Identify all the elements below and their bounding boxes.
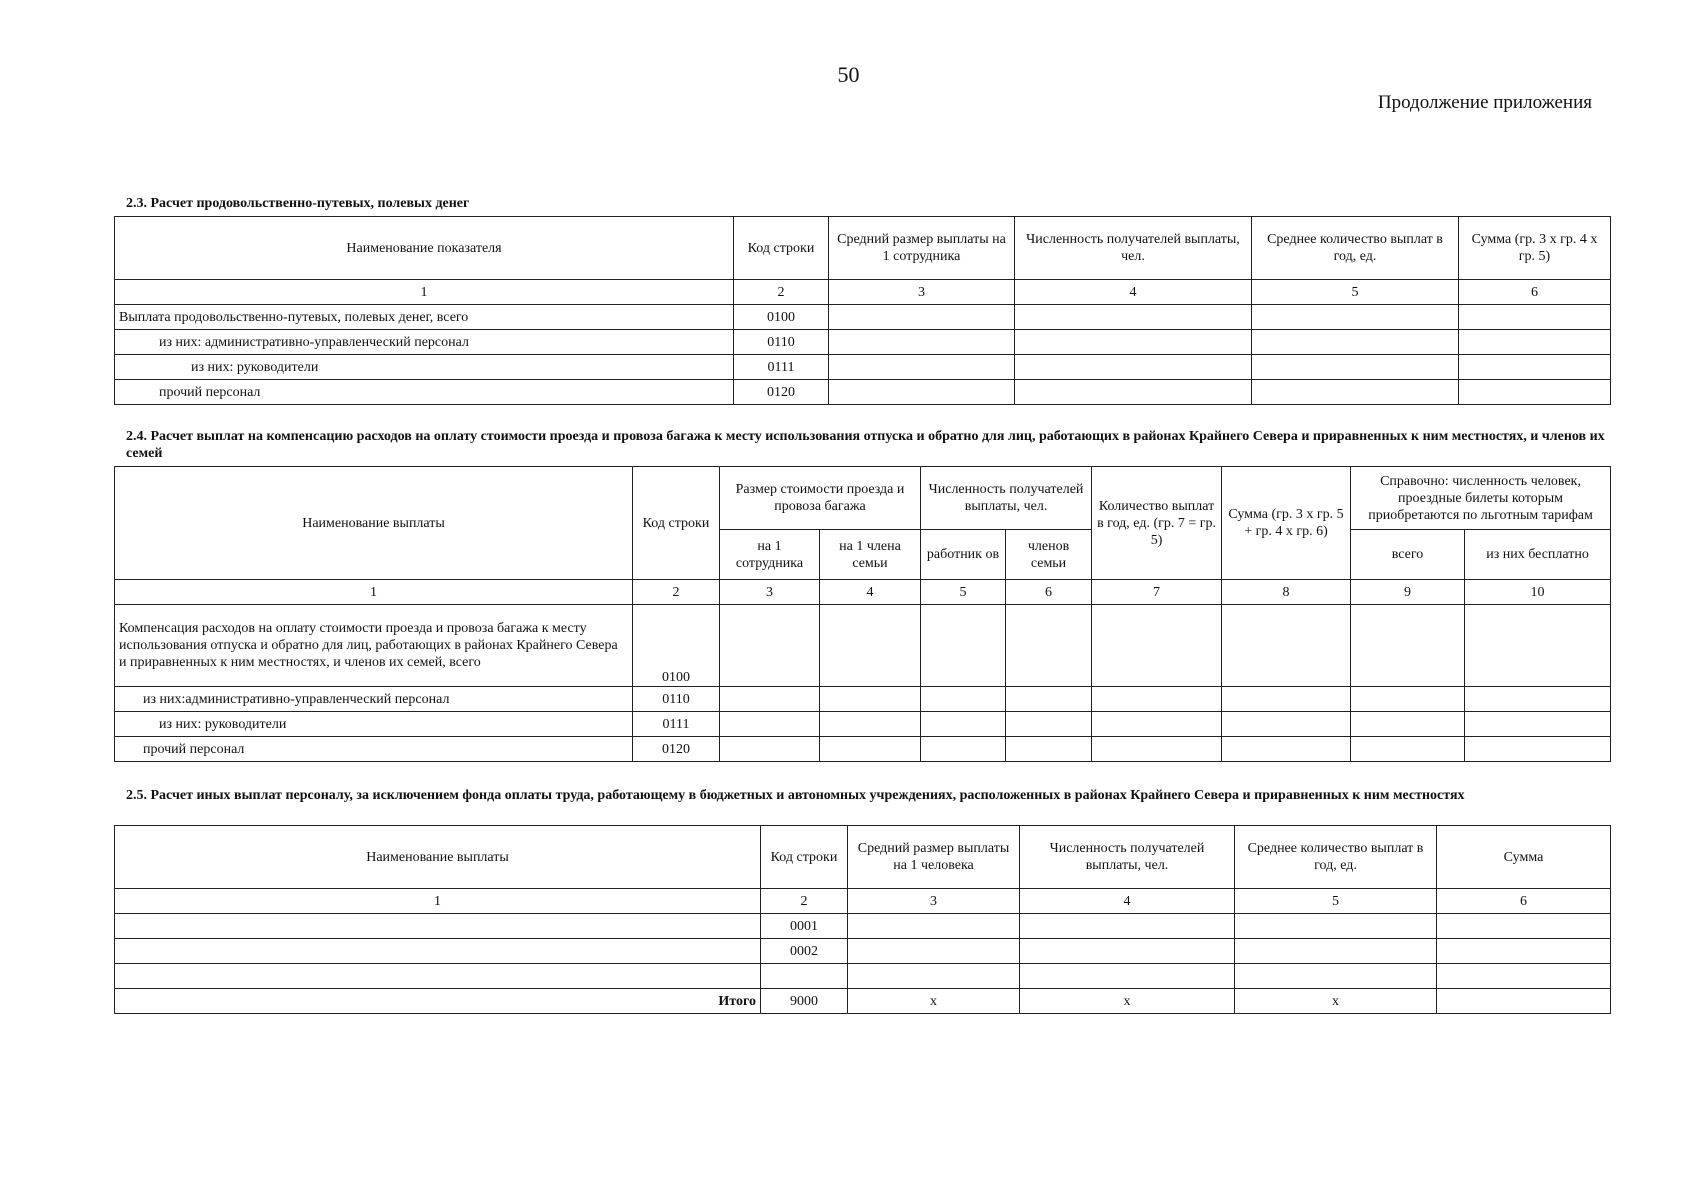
row-code: 0001: [761, 914, 848, 939]
input-cell[interactable]: [1020, 964, 1235, 989]
input-cell[interactable]: [1465, 712, 1611, 737]
column-number-row: [115, 889, 1611, 914]
input-cell[interactable]: [848, 914, 1020, 939]
input-cell[interactable]: [720, 605, 820, 687]
input-cell[interactable]: [1015, 330, 1252, 355]
input-cell[interactable]: [720, 737, 820, 762]
input-cell[interactable]: [1351, 737, 1465, 762]
table-row: [115, 914, 1611, 939]
section-2-5-title: 2.5. Расчет иных выплат персоналу, за исключением фонда оплаты труда, работающему в бюджетных и автономных учреждениях, расположенных в районах Крайнего Севера и приравненных к ним местностях: [126, 788, 1465, 803]
table-row: [115, 330, 1611, 355]
input-cell[interactable]: [1222, 605, 1351, 687]
col-header: Сумма: [1437, 826, 1611, 889]
table-row: [115, 939, 1611, 964]
table-row: [115, 305, 1611, 330]
input-cell[interactable]: [921, 687, 1006, 712]
total-label: Итого: [115, 989, 761, 1014]
table-2-4: [114, 466, 1611, 762]
col-number: 6: [1437, 889, 1611, 914]
col-subheader: членов семьи: [1006, 530, 1092, 580]
input-cell[interactable]: [115, 914, 761, 939]
input-cell[interactable]: [1020, 914, 1235, 939]
table-row: [115, 964, 1611, 989]
input-cell[interactable]: [1092, 605, 1222, 687]
col-header: Количество выплат в год, ед. (гр. 7 = гр. 5): [1092, 467, 1222, 580]
input-cell[interactable]: [1092, 737, 1222, 762]
input-cell[interactable]: [921, 605, 1006, 687]
header-row: [115, 467, 1611, 530]
input-cell[interactable]: [1465, 687, 1611, 712]
row-code: 0100: [633, 605, 720, 687]
row-code: 9000: [761, 989, 848, 1014]
col-number: 2: [761, 889, 848, 914]
input-cell[interactable]: [820, 737, 921, 762]
input-cell[interactable]: [1015, 355, 1252, 380]
input-cell[interactable]: [1465, 605, 1611, 687]
row-code: 0120: [633, 737, 720, 762]
row-name: прочий персонал: [115, 737, 633, 762]
col-header: Численность получателей выплаты, чел.: [1020, 826, 1235, 889]
input-cell[interactable]: [1351, 687, 1465, 712]
col-number: 2: [633, 580, 720, 605]
input-cell[interactable]: [1020, 939, 1235, 964]
col-subheader: на 1 члена семьи: [820, 530, 921, 580]
row-name: из них: руководители: [115, 355, 734, 380]
col-header: Размер стоимости проезда и провоза багажа: [720, 467, 921, 530]
row-name: прочий персонал: [115, 380, 734, 405]
total-row: [115, 989, 1611, 1014]
col-number: 6: [1459, 280, 1611, 305]
column-number-row: [115, 280, 1611, 305]
input-cell[interactable]: [1222, 737, 1351, 762]
col-number: 6: [1006, 580, 1092, 605]
col-header: Наименование выплаты: [115, 826, 761, 889]
row-code: [761, 964, 848, 989]
input-cell[interactable]: [1437, 914, 1611, 939]
page-number: 50: [837, 62, 860, 87]
input-cell[interactable]: [1015, 305, 1252, 330]
input-cell[interactable]: [1252, 305, 1459, 330]
input-cell[interactable]: [848, 964, 1020, 989]
input-cell[interactable]: [1006, 687, 1092, 712]
header-row: [115, 217, 1611, 280]
input-cell[interactable]: [921, 737, 1006, 762]
input-cell[interactable]: [829, 330, 1015, 355]
input-cell[interactable]: [720, 687, 820, 712]
table-2-3: [114, 216, 1611, 405]
table-row: [115, 737, 1611, 762]
input-cell[interactable]: [820, 687, 921, 712]
col-header: Сумма (гр. 3 х гр. 5 + гр. 4 х гр. 6): [1222, 467, 1351, 580]
input-cell[interactable]: [1235, 914, 1437, 939]
col-header: Среднее количество выплат в год, ед.: [1252, 217, 1459, 280]
input-cell[interactable]: [1015, 380, 1252, 405]
col-number: 5: [1252, 280, 1459, 305]
col-number: 7: [1092, 580, 1222, 605]
input-cell[interactable]: [1437, 939, 1611, 964]
input-cell[interactable]: [1437, 964, 1611, 989]
input-cell[interactable]: [1092, 712, 1222, 737]
header-row: [115, 826, 1611, 889]
col-header: Наименование показателя: [115, 217, 734, 280]
col-number: 1: [115, 889, 761, 914]
blocked-cell: х: [848, 989, 1020, 1014]
col-header: Численность получателей выплаты, чел.: [921, 467, 1092, 530]
input-cell[interactable]: [1092, 687, 1222, 712]
table-2-5: [114, 825, 1611, 1014]
input-cell[interactable]: [1351, 712, 1465, 737]
col-subheader: на 1 сотрудника: [720, 530, 820, 580]
col-header: Средний размер выплаты на 1 сотрудника: [829, 217, 1015, 280]
input-cell[interactable]: [1351, 605, 1465, 687]
col-number: 2: [734, 280, 829, 305]
input-cell[interactable]: [820, 712, 921, 737]
row-code: 0002: [761, 939, 848, 964]
input-cell[interactable]: [1252, 380, 1459, 405]
input-cell[interactable]: [1465, 737, 1611, 762]
col-number: 4: [1020, 889, 1235, 914]
input-cell[interactable]: [1235, 964, 1437, 989]
table-row: [115, 687, 1611, 712]
table-row: [115, 712, 1611, 737]
row-code: 0110: [633, 687, 720, 712]
col-subheader: из них бесплатно: [1465, 530, 1611, 580]
input-cell[interactable]: [848, 939, 1020, 964]
col-subheader: работник ов: [921, 530, 1006, 580]
row-code: 0111: [734, 355, 829, 380]
column-number-row: [115, 580, 1611, 605]
table-row: [115, 380, 1611, 405]
row-code: 0111: [633, 712, 720, 737]
col-number: 8: [1222, 580, 1351, 605]
input-cell[interactable]: [829, 305, 1015, 330]
input-cell[interactable]: [1222, 687, 1351, 712]
row-code: 0110: [734, 330, 829, 355]
table-row: [115, 605, 1611, 687]
input-cell[interactable]: [1252, 355, 1459, 380]
col-number: 3: [829, 280, 1015, 305]
col-number: 3: [848, 889, 1020, 914]
col-header: Численность получателей выплаты, чел.: [1015, 217, 1252, 280]
col-header: Код строки: [761, 826, 848, 889]
input-cell[interactable]: [921, 712, 1006, 737]
col-number: 1: [115, 580, 633, 605]
col-header: Сумма (гр. 3 х гр. 4 х гр. 5): [1459, 217, 1611, 280]
col-subheader: всего: [1351, 530, 1465, 580]
col-number: 10: [1465, 580, 1611, 605]
row-name: из них: руководители: [115, 712, 633, 737]
col-number: 5: [921, 580, 1006, 605]
input-cell[interactable]: [829, 380, 1015, 405]
col-header: Справочно: численность человек, проездные билеты которым приобретаются по льготным тарифам: [1351, 467, 1611, 530]
input-cell[interactable]: [1459, 355, 1611, 380]
input-cell[interactable]: [1006, 605, 1092, 687]
input-cell[interactable]: [115, 964, 761, 989]
section-2-3-title: 2.3. Расчет продовольственно-путевых, полевых денег: [126, 196, 470, 211]
col-number: 5: [1235, 889, 1437, 914]
row-name: Компенсация расходов на оплату стоимости проезда и провоза багажа к месту использования отпуска и обратно для лиц, работающих в районах Крайнего Севера и приравненных к ним местностях, и членов их семей, всего: [115, 605, 633, 687]
col-number: 4: [820, 580, 921, 605]
col-header: Код строки: [734, 217, 829, 280]
row-name: из них: административно-управленческий персонал: [115, 330, 734, 355]
input-cell[interactable]: [1459, 380, 1611, 405]
input-cell[interactable]: [720, 712, 820, 737]
col-header: Код строки: [633, 467, 720, 580]
col-number: 4: [1015, 280, 1252, 305]
input-cell[interactable]: [820, 605, 921, 687]
blocked-cell: х: [1235, 989, 1437, 1014]
col-number: 3: [720, 580, 820, 605]
input-cell[interactable]: [1235, 939, 1437, 964]
table-row: [115, 355, 1611, 380]
col-header: Средний размер выплаты на 1 человека: [848, 826, 1020, 889]
input-cell[interactable]: [115, 939, 761, 964]
appendix-continuation: Продолжение приложения: [1377, 92, 1592, 113]
input-cell[interactable]: [1437, 989, 1611, 1014]
col-header: Среднее количество выплат в год, ед.: [1235, 826, 1437, 889]
row-name: Выплата продовольственно-путевых, полевых денег, всего: [115, 305, 734, 330]
input-cell[interactable]: [1006, 737, 1092, 762]
col-number: 1: [115, 280, 734, 305]
row-code: 0100: [734, 305, 829, 330]
col-header: Наименование выплаты: [115, 467, 633, 580]
col-number: 9: [1351, 580, 1465, 605]
input-cell[interactable]: [1459, 305, 1611, 330]
section-2-4-title: 2.4. Расчет выплат на компенсацию расходов на оплату стоимости проезда и провоза багажа к месту использования отпуска и обратно для лиц, работающих в районах Крайнего Севера и приравненных к ним местностях, и членов их семей: [126, 429, 1605, 461]
input-cell[interactable]: [1006, 712, 1092, 737]
input-cell[interactable]: [829, 355, 1015, 380]
input-cell[interactable]: [1252, 330, 1459, 355]
blocked-cell: х: [1020, 989, 1235, 1014]
row-name: из них:административно-управленческий персонал: [115, 687, 633, 712]
input-cell[interactable]: [1459, 330, 1611, 355]
row-code: 0120: [734, 380, 829, 405]
input-cell[interactable]: [1222, 712, 1351, 737]
